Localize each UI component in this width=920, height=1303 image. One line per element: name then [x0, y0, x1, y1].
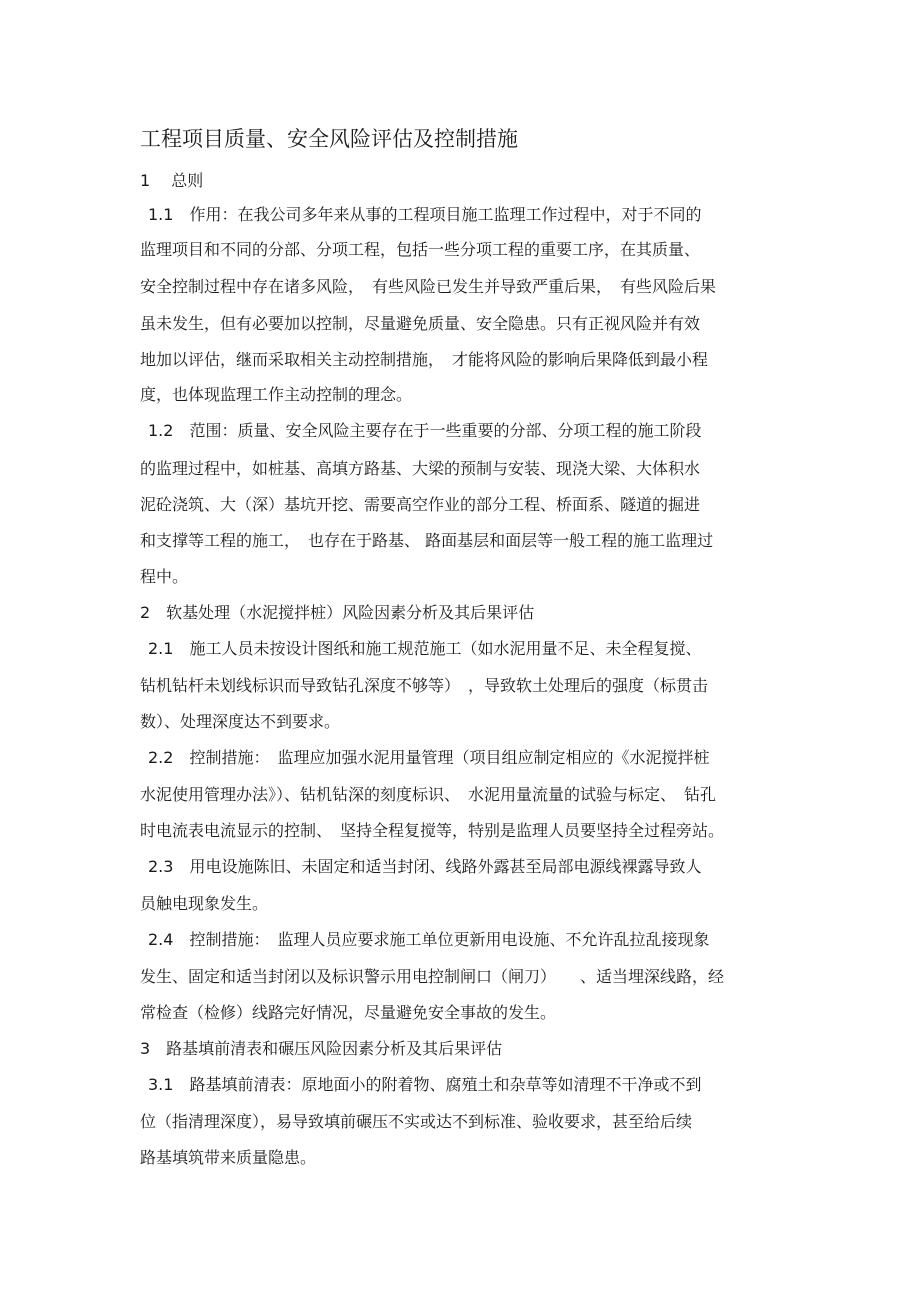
paragraph-line: 地加以评估，继而采取相关主动控制措施， 才能将风险的影响后果降低到最小程	[140, 350, 709, 369]
section-heading: 2 软基处理（水泥搅拌桩）风险因素分析及其后果评估	[140, 603, 535, 622]
paragraph-line: 泥砼浇筑、大（深）基坑开挖、需要高空作业的部分工程、桥面系、隧道的掘进	[140, 495, 701, 514]
paragraph-line: 3.1 路基填前清表：原地面小的附着物、腐殖土和杂草等如清理不干净或不到	[148, 1075, 702, 1094]
paragraph-line: 路基填筑带来质量隐患。	[140, 1148, 317, 1167]
paragraph-line: 1.1 作用：在我公司多年来从事的工程项目施工监理工作过程中，对于不同的	[148, 205, 702, 224]
document-title: 工程项目质量、安全风险评估及控制措施	[140, 127, 518, 151]
paragraph-line: 常检查（检修）线路完好情况，尽量避免安全事故的发生。	[140, 1003, 557, 1022]
paragraph-line: 程中。	[140, 567, 189, 586]
section-heading: 3 路基填前清表和碾压风险因素分析及其后果评估	[140, 1039, 503, 1058]
paragraph-line: 员触电现象发生。	[140, 894, 269, 913]
paragraph-line: 虽未发生，但有必要加以控制，尽量避免质量、安全隐患。只有正视风险并有效	[140, 314, 701, 333]
paragraph-line: 度，也体现监理工作主动控制的理念。	[140, 385, 413, 404]
paragraph-line: 1.2 范围：质量、安全风险主要存在于一些重要的分部、分项工程的施工阶段	[148, 421, 702, 440]
paragraph-line: 2.4 控制措施： 监理人员应要求施工单位更新用电设施、不允许乱拉乱接现象	[148, 930, 710, 949]
paragraph-line: 水泥使用管理办法》）、钻机钻深的刻度标识、 水泥用量流量的试验与标定、 钻孔	[140, 785, 717, 804]
paragraph-line: 时电流表电流显示的控制、 坚持全程复搅等，特别是监理人员要坚持全过程旁站。	[140, 821, 725, 840]
paragraph-line: 数）、处理深度达不到要求。	[140, 712, 341, 731]
paragraph-line: 位（指清理深度），易导致填前碾压不实或达不到标准、验收要求，甚至给后续	[140, 1112, 693, 1131]
paragraph-line: 2.3 用电设施陈旧、未固定和适当封闭、线路外露甚至局部电源线裸露导致人	[148, 857, 702, 876]
paragraph-line: 发生、固定和适当封闭以及标识警示用电控制闸口（闸刀） 、适当埋深线路，经	[140, 967, 725, 986]
paragraph-line: 监理项目和不同的分部、分项工程，包括一些分项工程的重要工序，在其质量、	[140, 240, 701, 259]
paragraph-line: 的监理过程中，如桩基、高填方路基、大梁的预制与安装、现浇大梁、大体积水	[140, 459, 701, 478]
section-heading: 1 总则	[140, 171, 204, 190]
paragraph-line: 2.2 控制措施： 监理应加强水泥用量管理（项目组应制定相应的《水泥搅拌桩	[148, 748, 710, 767]
paragraph-line: 和支撑等工程的施工， 也存在于路基、 路面基层和面层等一般工程的施工监理过	[140, 531, 714, 550]
paragraph-line: 钻机钻杆未划线标识而导致钻孔深度不够等） ，导致软土处理后的强度（标贯击	[140, 676, 709, 695]
paragraph-line: 2.1 施工人员未按设计图纸和施工规范施工（如水泥用量不足、未全程复搅、	[148, 639, 702, 658]
paragraph-line: 安全控制过程中存在诸多风险， 有些风险已发生并导致严重后果， 有些风险后果	[140, 277, 717, 296]
